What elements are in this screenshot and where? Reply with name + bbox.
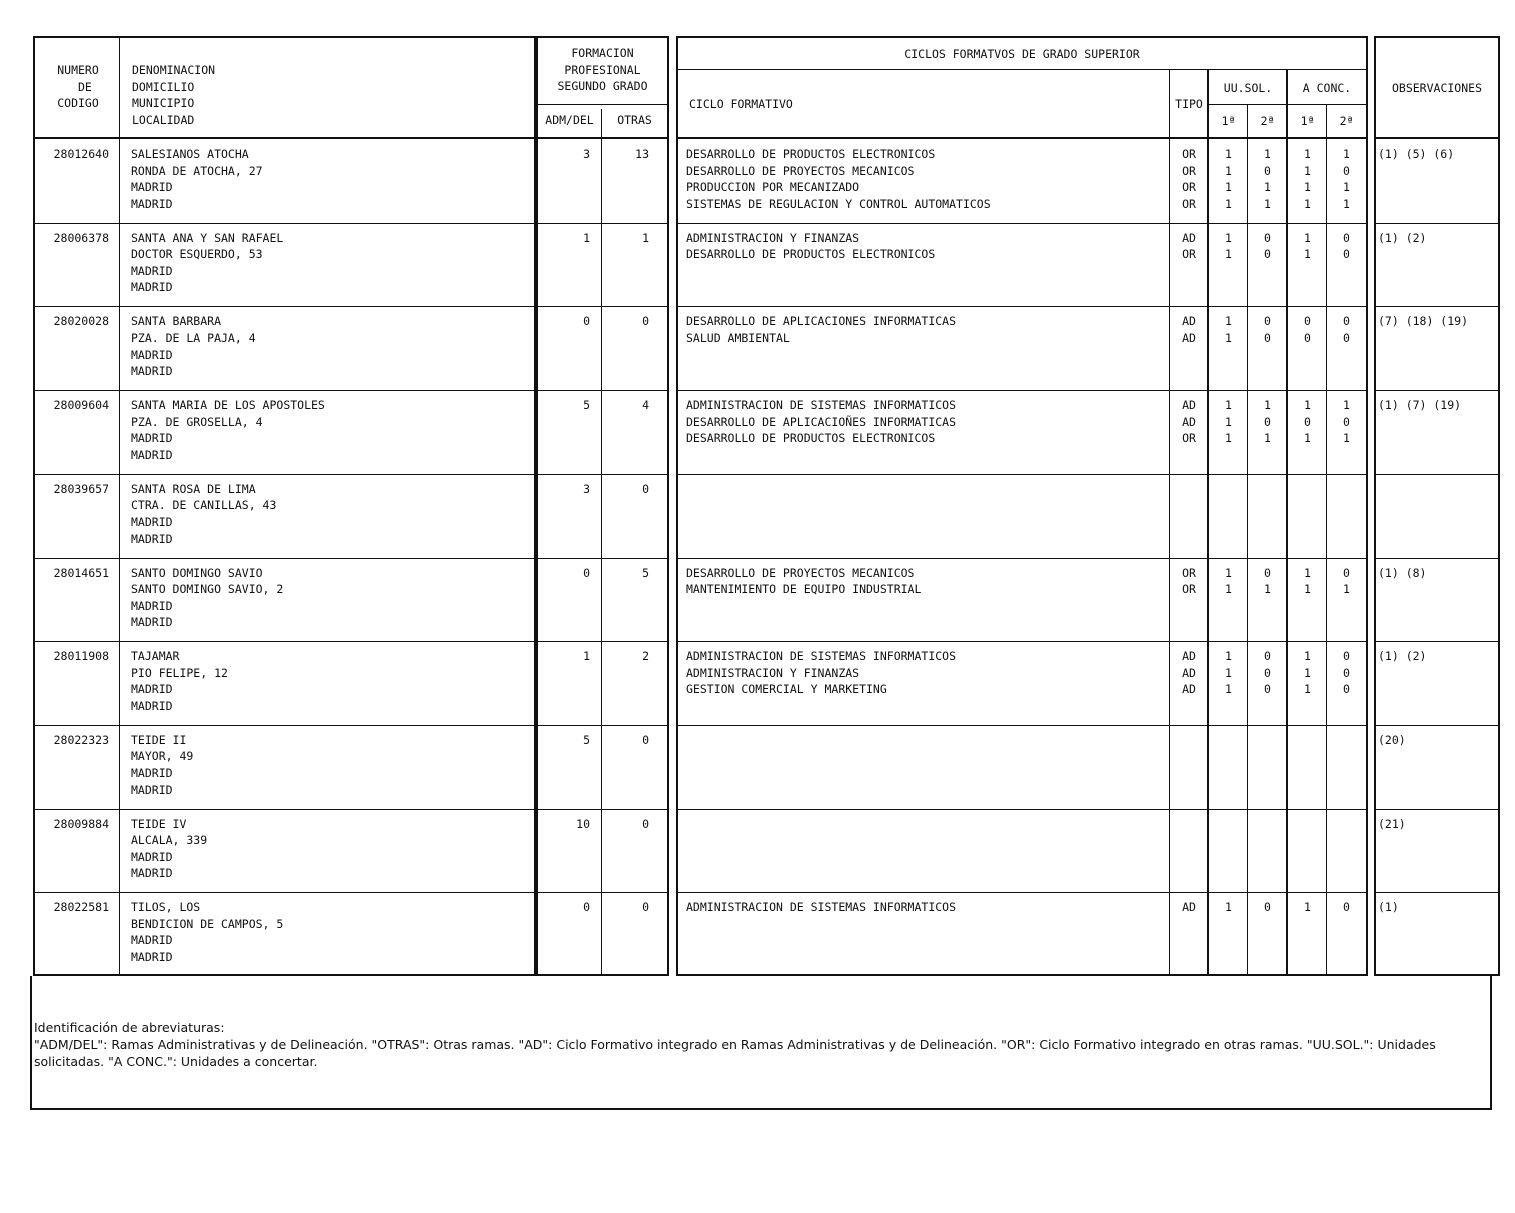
row-denominacion: SANTA ANA Y SAN RAFAEL DOCTOR ESQUERDO, 53 MADRID MADRID bbox=[131, 230, 284, 295]
row-separator bbox=[678, 892, 1366, 893]
row-adm-del: 0 bbox=[583, 314, 590, 329]
header-ciclo-formativo: CICLO FORMATIVO bbox=[689, 97, 793, 111]
row-adm-del: 0 bbox=[583, 900, 590, 915]
row-a-conc-1: 1 bbox=[1304, 900, 1311, 915]
header-uu-second: 2ª bbox=[1260, 114, 1275, 128]
row-otras: 4 bbox=[642, 398, 649, 413]
header-a-conc: A CONC. bbox=[1302, 81, 1352, 95]
row-observaciones: (1) (5) (6) bbox=[1378, 147, 1455, 161]
row-separator bbox=[35, 306, 534, 307]
row-uu-sol-1: 1 1 1 bbox=[1225, 649, 1232, 697]
header-bottom-rule-a bbox=[35, 137, 534, 139]
row-adm-del: 5 bbox=[583, 732, 590, 747]
row-separator bbox=[538, 223, 667, 224]
row-otras: 0 bbox=[642, 900, 649, 915]
row-otras: 0 bbox=[642, 481, 649, 496]
row-a-conc-2: 0 0 bbox=[1343, 314, 1350, 345]
row-ciclos-formativos: ADMINISTRACION DE SISTEMAS INFORMATICOS bbox=[686, 900, 957, 915]
header-denominacion: DENOMINACION DOMICILIO MUNICIPIO LOCALIDAD bbox=[132, 63, 216, 127]
row-separator bbox=[678, 223, 1366, 224]
row-codigo: 28011908 bbox=[53, 649, 109, 664]
abbreviations-footer bbox=[30, 976, 1492, 1110]
row-a-conc-1: 1 1 bbox=[1304, 230, 1311, 262]
row-separator bbox=[1376, 474, 1498, 475]
header-formacion-profesional: FORMACION PROFESIONAL SEGUNDO GRADO bbox=[557, 46, 648, 93]
row-codigo: 28006378 bbox=[53, 230, 109, 245]
row-separator bbox=[678, 474, 1366, 475]
row-uu-sol-1: 1 1 1 bbox=[1225, 398, 1232, 446]
row-uu-sol-2: 0 bbox=[1264, 900, 1271, 915]
row-tipo: AD AD AD bbox=[1182, 649, 1196, 697]
row-a-conc-2: 0 bbox=[1343, 900, 1350, 915]
row-separator bbox=[678, 725, 1366, 726]
header-otras: OTRAS bbox=[617, 113, 652, 127]
row-denominacion: TEIDE IV ALCALA, 339 MADRID MADRID bbox=[131, 816, 208, 881]
row-a-conc-2: 0 0 0 bbox=[1343, 649, 1350, 697]
row-uu-sol-1: 1 1 1 1 bbox=[1225, 147, 1232, 211]
row-uu-sol-2: 1 0 1 bbox=[1264, 398, 1271, 446]
row-separator bbox=[35, 474, 534, 475]
row-a-conc-2: 0 1 bbox=[1343, 565, 1350, 597]
row-separator bbox=[1376, 725, 1498, 726]
row-a-conc-2: 0 0 bbox=[1343, 230, 1350, 262]
row-codigo: 28020028 bbox=[53, 314, 109, 329]
header-bottom-rule-b bbox=[538, 137, 667, 139]
row-uu-sol-1: 1 1 bbox=[1225, 314, 1232, 345]
row-separator bbox=[538, 809, 667, 810]
row-codigo: 28009884 bbox=[53, 816, 109, 831]
row-a-conc-1: 1 1 1 1 bbox=[1304, 147, 1311, 211]
row-otras: 0 bbox=[642, 732, 649, 747]
row-tipo: AD bbox=[1182, 900, 1196, 915]
row-ciclos-formativos: ADMINISTRACION DE SISTEMAS INFORMATICOS DESARROLLO DE APLICACIOÑES INFORMATICAS DESARROLLO DE PRODUCTOS ELECTRONICOS bbox=[686, 398, 957, 446]
row-denominacion: SALESIANOS ATOCHA RONDA DE ATOCHA, 27 MADRID MADRID bbox=[131, 147, 263, 211]
row-uu-sol-1: 1 1 bbox=[1225, 230, 1232, 262]
row-separator bbox=[1376, 390, 1498, 391]
row-separator bbox=[538, 390, 667, 391]
header-ciclos-rule bbox=[678, 69, 1366, 70]
row-separator bbox=[35, 809, 534, 810]
row-observaciones: (1) (2) bbox=[1378, 649, 1427, 664]
row-adm-del: 10 bbox=[576, 816, 590, 831]
divider-adm-otras bbox=[601, 109, 602, 974]
row-codigo: 28022323 bbox=[53, 732, 109, 747]
row-codigo: 28012640 bbox=[53, 147, 109, 161]
row-separator bbox=[538, 474, 667, 475]
row-codigo: 28039657 bbox=[53, 481, 109, 496]
row-observaciones: (7) (18) (19) bbox=[1378, 314, 1469, 329]
row-ciclos-formativos: DESARROLLO DE PROYECTOS MECANICOS MANTENIMIENTO DE EQUIPO INDUSTRIAL bbox=[686, 565, 922, 597]
row-observaciones: (1) bbox=[1378, 900, 1399, 915]
row-a-conc-1: 1 1 1 bbox=[1304, 649, 1311, 697]
row-tipo: AD AD bbox=[1182, 314, 1196, 345]
abbreviations-text: "ADM/DEL": Ramas Administrativas y de Delineación. "OTRAS": Otras ramas. "AD": Ciclo Formativo integrado en Ramas Administrativas y de Delineación. "OR": Ciclo Formativo integrado en otras ramas. "UU.SOL.": Unidades solicitadas. "A CONC.": Unidades a concertar. bbox=[34, 1037, 1436, 1069]
divider-codigo bbox=[119, 38, 120, 974]
row-separator bbox=[35, 892, 534, 893]
row-separator bbox=[538, 558, 667, 559]
row-denominacion: SANTA BARBARA PZA. DE LA PAJA, 4 MADRID MADRID bbox=[131, 314, 256, 379]
row-a-conc-1: 0 0 bbox=[1304, 314, 1311, 345]
row-ciclos-formativos: ADMINISTRACION DE SISTEMAS INFORMATICOS ADMINISTRACION Y FINANZAS GESTION COMERCIAL Y MARKETING bbox=[686, 649, 957, 697]
row-uu-sol-2: 0 0 bbox=[1264, 314, 1271, 345]
row-separator bbox=[35, 223, 534, 224]
row-adm-del: 5 bbox=[583, 398, 590, 413]
row-denominacion: SANTO DOMINGO SAVIO SANTO DOMINGO SAVIO, 2 MADRID MADRID bbox=[131, 565, 284, 630]
header-uu-sol: UU.SOL. bbox=[1223, 81, 1273, 95]
row-a-conc-2: 1 0 1 bbox=[1343, 398, 1350, 446]
row-codigo: 28014651 bbox=[53, 565, 109, 580]
header-bottom-rule-d bbox=[1376, 137, 1498, 139]
row-separator bbox=[1376, 809, 1498, 810]
row-ciclos-formativos: DESARROLLO DE APLICACIONES INFORMATICAS SALUD AMBIENTAL bbox=[686, 314, 957, 345]
row-a-conc-1: 1 0 1 bbox=[1304, 398, 1311, 446]
row-uu-sol-2: 1 0 1 1 bbox=[1264, 147, 1271, 211]
header-ciclos-title: CICLOS FORMATVOS DE GRADO SUPERIOR bbox=[904, 47, 1140, 61]
row-observaciones: (1) (7) (19) bbox=[1378, 398, 1462, 413]
row-uu-sol-2: 0 0 0 bbox=[1264, 649, 1271, 697]
row-separator bbox=[35, 390, 534, 391]
row-denominacion: TAJAMAR PIO FELIPE, 12 MADRID MADRID bbox=[131, 649, 228, 713]
row-separator bbox=[678, 809, 1366, 810]
row-separator bbox=[678, 390, 1366, 391]
row-tipo: OR OR OR OR bbox=[1182, 147, 1196, 211]
row-a-conc-1: 1 1 bbox=[1304, 565, 1311, 597]
row-separator bbox=[538, 725, 667, 726]
row-separator bbox=[1376, 892, 1498, 893]
row-denominacion: SANTA ROSA DE LIMA CTRA. DE CANILLAS, 43 MADRID MADRID bbox=[131, 481, 277, 546]
row-adm-del: 3 bbox=[583, 481, 590, 496]
row-separator bbox=[1376, 558, 1498, 559]
row-otras: 0 bbox=[642, 314, 649, 329]
header-uu-rule bbox=[1208, 104, 1366, 105]
header-bottom-rule-c bbox=[678, 137, 1366, 139]
row-separator bbox=[1376, 306, 1498, 307]
row-separator bbox=[538, 306, 667, 307]
header-ac-first: 1ª bbox=[1300, 114, 1315, 128]
row-tipo: AD OR bbox=[1182, 230, 1196, 262]
row-adm-del: 0 bbox=[583, 565, 590, 580]
row-observaciones: (1) (2) bbox=[1378, 230, 1427, 245]
row-otras: 13 bbox=[635, 147, 649, 161]
row-separator bbox=[35, 558, 534, 559]
row-a-conc-2: 1 0 1 1 bbox=[1343, 147, 1350, 211]
row-codigo: 28022581 bbox=[53, 900, 109, 915]
row-separator bbox=[1376, 641, 1498, 642]
row-ciclos-formativos: DESARROLLO DE PRODUCTOS ELECTRONICOS DESARROLLO DE PROYECTOS MECANICOS PRODUCCION POR MECANIZADO SISTEMAS DE REGULACION Y CONTROL AUTOMATICOS bbox=[686, 147, 991, 211]
row-adm-del: 1 bbox=[583, 649, 590, 664]
row-separator bbox=[1376, 223, 1498, 224]
row-separator bbox=[538, 641, 667, 642]
row-uu-sol-1: 1 bbox=[1225, 900, 1232, 915]
row-otras: 1 bbox=[642, 230, 649, 245]
row-separator bbox=[678, 558, 1366, 559]
header-adm-del: ADM/DEL bbox=[545, 113, 594, 127]
row-separator bbox=[678, 306, 1366, 307]
row-tipo: AD AD OR bbox=[1182, 398, 1196, 446]
row-separator bbox=[35, 725, 534, 726]
row-adm-del: 3 bbox=[583, 147, 590, 161]
abbreviations-title: Identificación de abreviaturas: bbox=[34, 1020, 225, 1035]
row-tipo: OR OR bbox=[1182, 565, 1196, 597]
row-denominacion: SANTA MARIA DE LOS APOSTOLES PZA. DE GROSELLA, 4 MADRID MADRID bbox=[131, 398, 325, 462]
row-denominacion: TILOS, LOS BENDICION DE CAMPOS, 5 MADRID MADRID bbox=[131, 900, 284, 965]
row-uu-sol-2: 0 1 bbox=[1264, 565, 1271, 597]
row-observaciones: (1) (8) bbox=[1378, 565, 1427, 580]
row-uu-sol-1: 1 1 bbox=[1225, 565, 1232, 597]
row-otras: 2 bbox=[642, 649, 649, 664]
row-separator bbox=[678, 641, 1366, 642]
row-separator bbox=[35, 641, 534, 642]
row-codigo: 28009604 bbox=[53, 398, 109, 413]
row-uu-sol-2: 0 0 bbox=[1264, 230, 1271, 262]
header-tipo: TIPO bbox=[1175, 97, 1203, 111]
header-numero-codigo: NUMERO DE CODIGO bbox=[57, 63, 99, 110]
row-otras: 0 bbox=[642, 816, 649, 831]
block-observaciones bbox=[1374, 36, 1500, 976]
row-separator bbox=[538, 892, 667, 893]
row-denominacion: TEIDE II MAYOR, 49 MADRID MADRID bbox=[131, 732, 194, 797]
header-observaciones: OBSERVACIONES bbox=[1391, 81, 1482, 95]
header-fp-rule bbox=[538, 104, 667, 105]
row-ciclos-formativos: ADMINISTRACION Y FINANZAS DESARROLLO DE PRODUCTOS ELECTRONICOS bbox=[686, 230, 936, 262]
row-observaciones: (20) bbox=[1378, 732, 1406, 747]
header-uu-first: 1ª bbox=[1221, 114, 1236, 128]
row-adm-del: 1 bbox=[583, 230, 590, 245]
block-formacion-profesional bbox=[536, 36, 669, 976]
row-observaciones: (21) bbox=[1378, 816, 1406, 831]
header-ac-second: 2ª bbox=[1339, 114, 1354, 128]
row-otras: 5 bbox=[642, 565, 649, 580]
